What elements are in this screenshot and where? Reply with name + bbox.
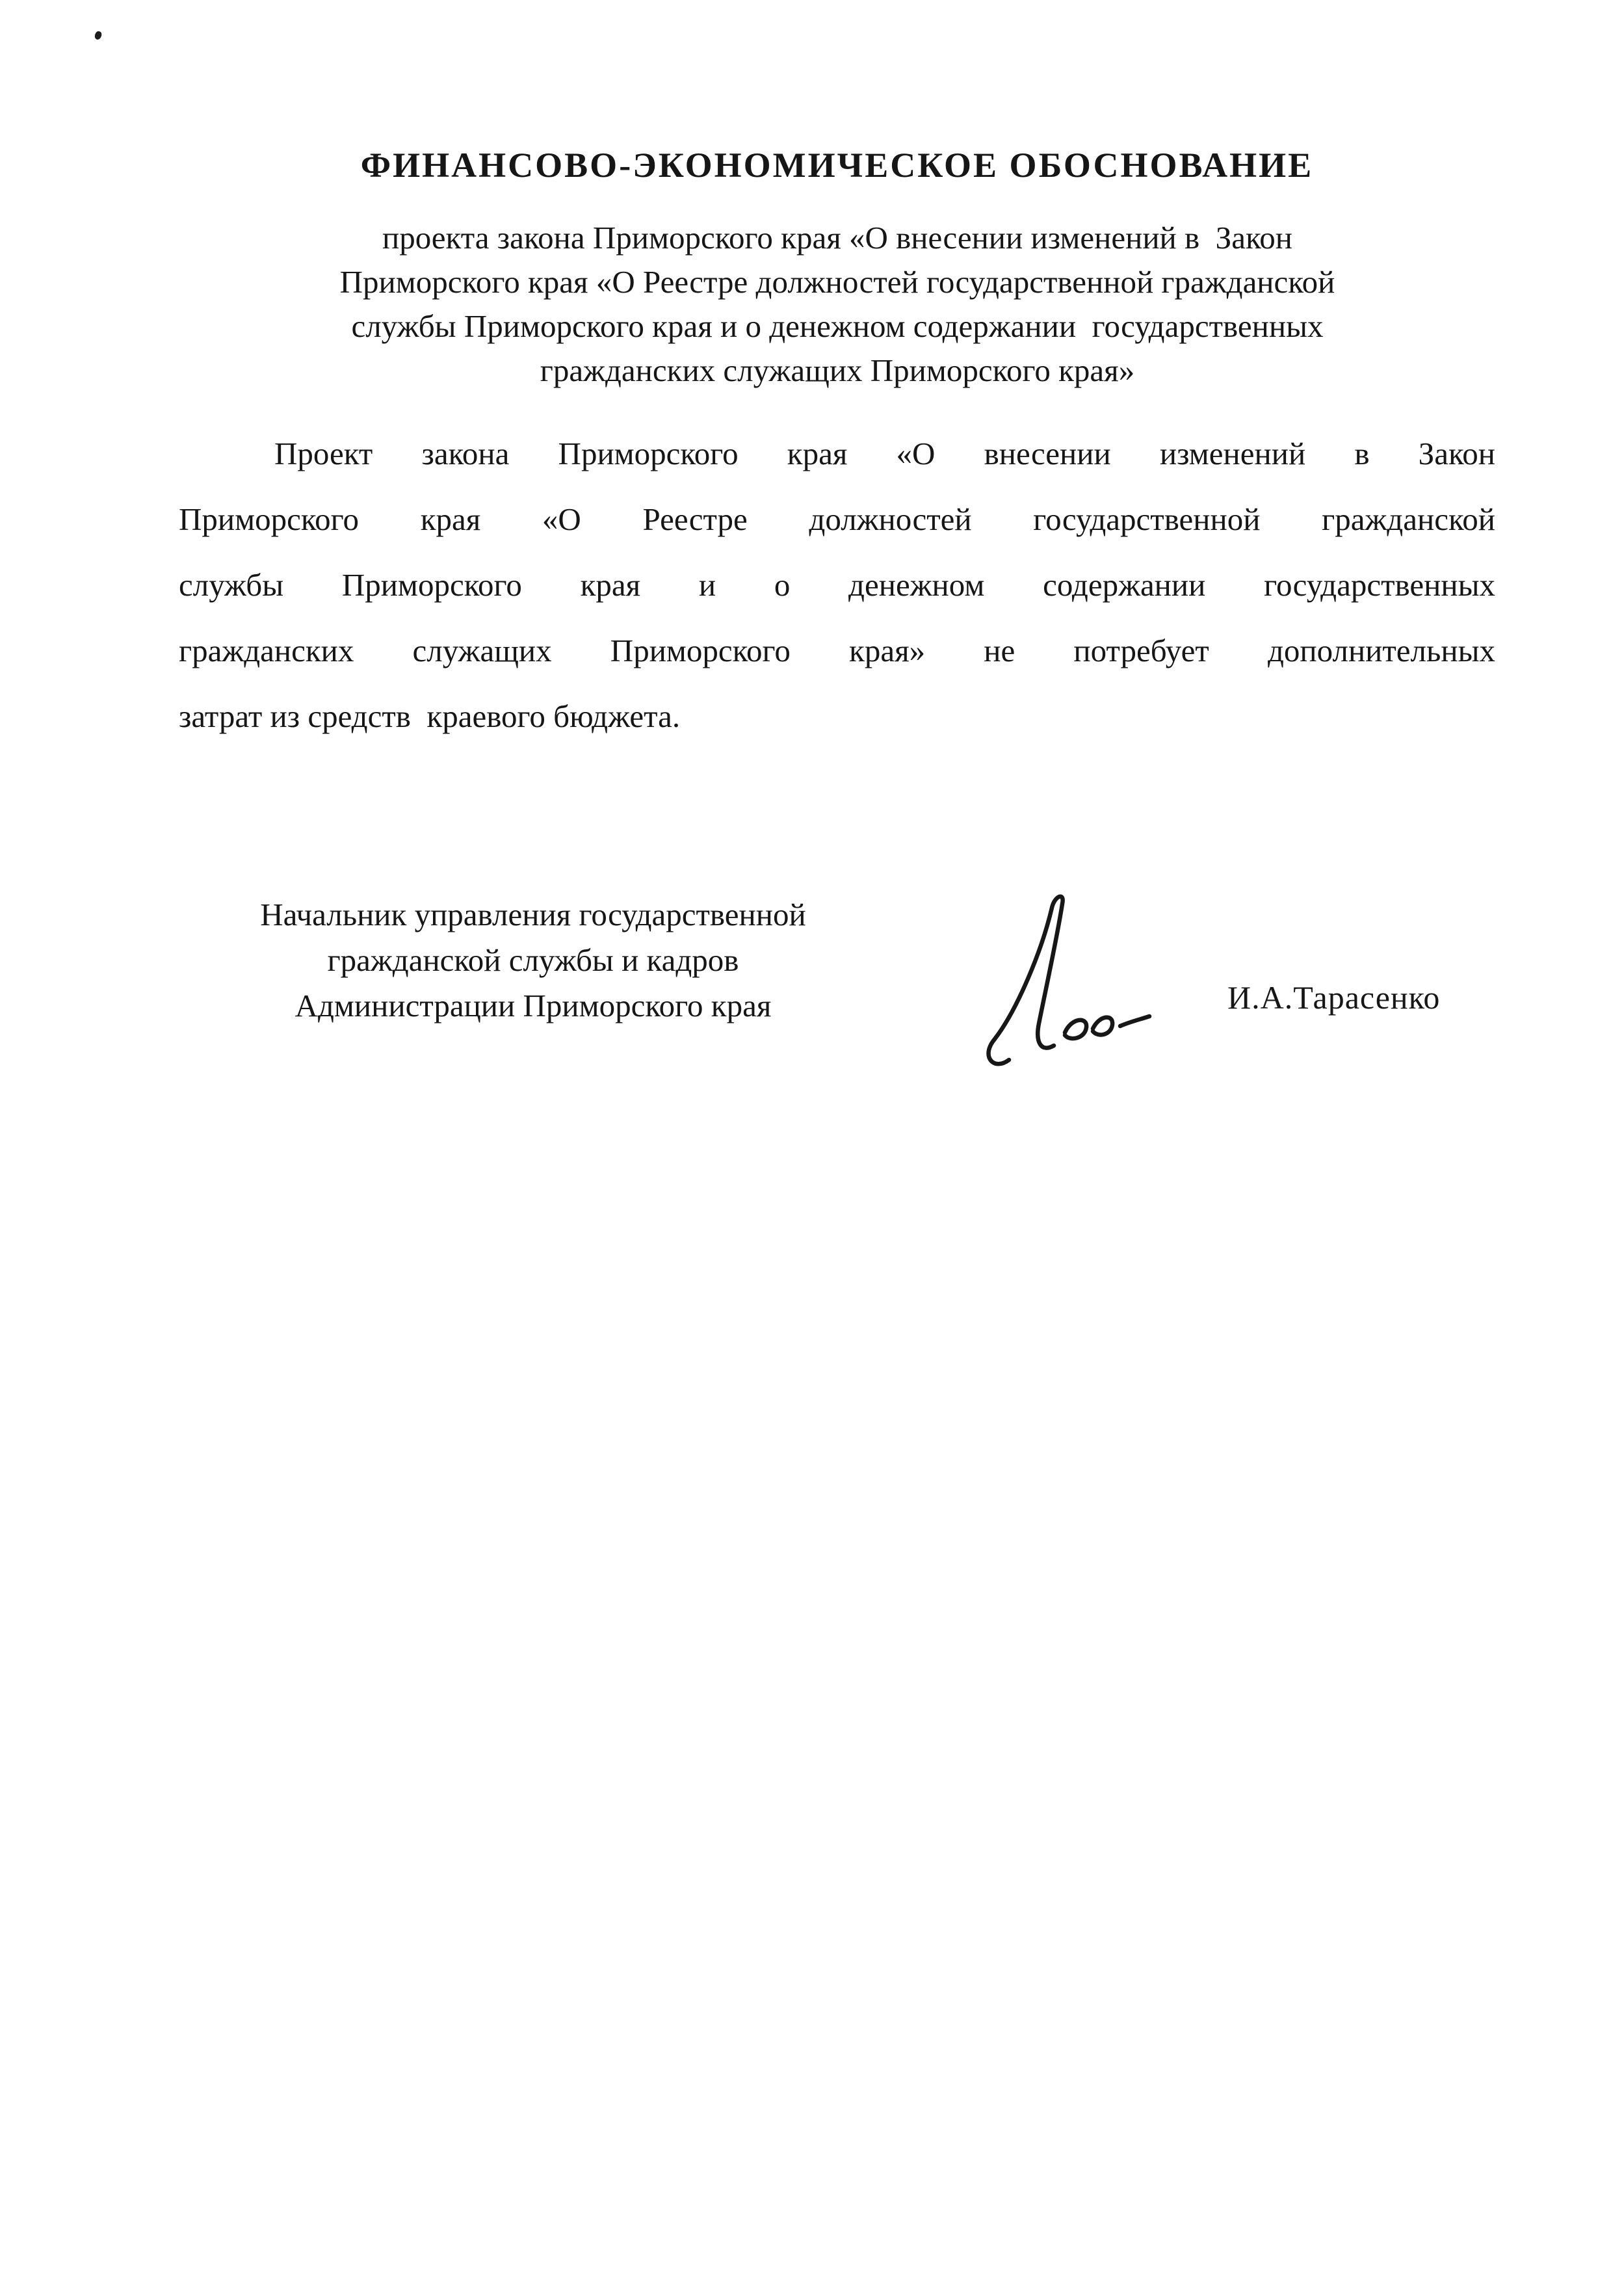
document-subtitle [155,216,1520,393]
ink-speck [94,31,102,40]
body-line: Приморского края «О Реестре должностей государственной гражданской [179,501,1495,537]
signatory-position-line: гражданской службы и кадров [327,942,739,978]
subtitle-line: проекта закона Приморского края «О внесении изменений в Закон [382,220,1293,256]
body-line: затрат из средств краевого бюджета. [179,698,681,734]
document-title: ФИНАНСОВО-ЭКОНОМИЧЕСКОЕ ОБОСНОВАНИЕ [360,146,1314,185]
subtitle-line: Приморского края «О Реестре должностей государственной гражданской [339,264,1335,300]
body-paragraph [179,421,1495,749]
body-line: Проект закона Приморского края «О внесении изменений в Закон [274,436,1495,471]
signatory-position-line: Начальник управления государственной [260,897,806,932]
signatory-name: И.А.Тарасенко [1227,979,1441,1016]
signatory-position-line: Администрации Приморского края [295,988,772,1023]
subtitle-line: гражданских служащих Приморского края» [540,352,1135,388]
body-line: гражданских служащих Приморского края» не потребует дополнительных [179,633,1495,668]
subtitle-line: службы Приморского края и о денежном содержании государственных [351,308,1324,344]
body-line: службы Приморского края и о денежном содержании государственных [179,567,1495,603]
signatory-position [195,892,871,1029]
handwritten-signature-icon [969,879,1183,1081]
